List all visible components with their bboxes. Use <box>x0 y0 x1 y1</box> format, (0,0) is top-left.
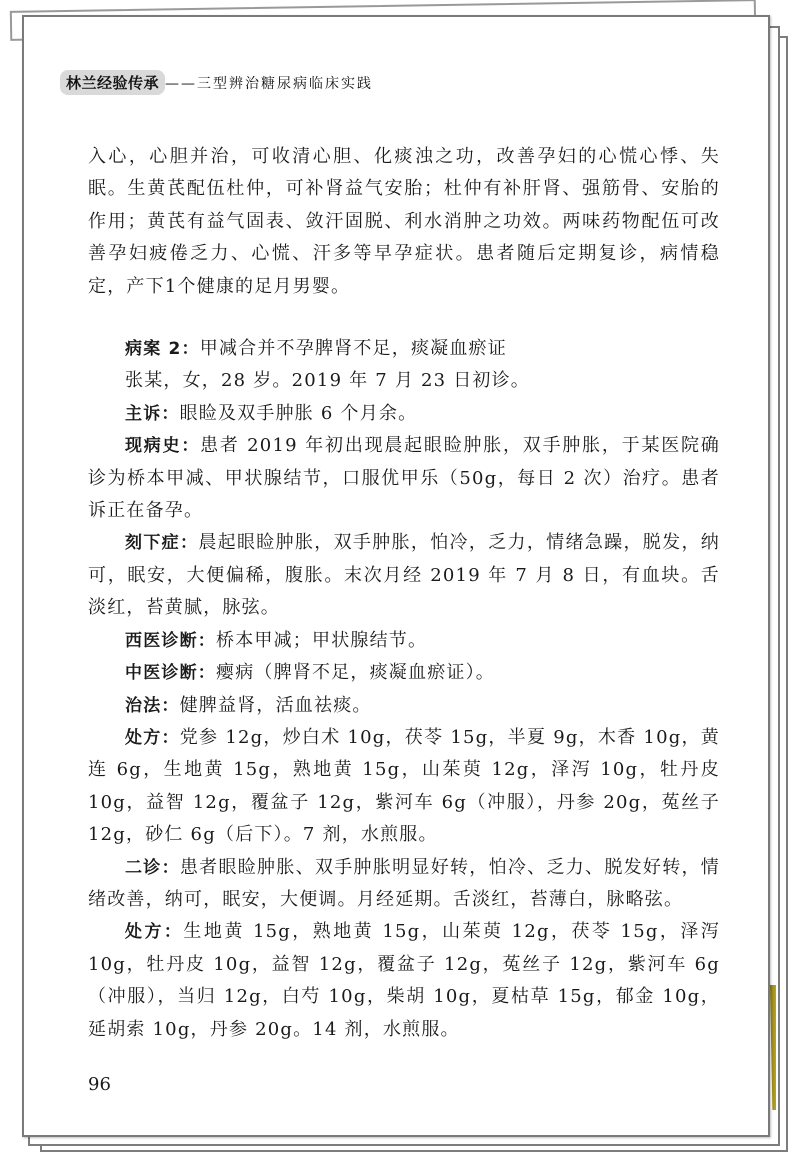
paragraph-text: 生地黄 15g，熟地黄 15g，山茱萸 12g，茯苓 15g，泽泻 10g，牡丹皮 10g，益智 12g，覆盆子 12g，菟丝子 12g，紫河车 6g（冲服），当归 12g，白芍 10g，柴胡 10g，夏枯草 15g，郁金 10g，延胡索 10g，丹参 20g。14 剂，水煎服。 <box>88 921 720 1040</box>
paragraph <box>88 365 720 397</box>
paragraph <box>88 722 720 852</box>
paragraph-label: 主诉： <box>125 403 180 424</box>
paragraph-label: 中医诊断： <box>125 663 216 684</box>
paragraph <box>88 398 720 430</box>
paragraph-text: 晨起眼睑肿胀，双手肿胀，怕冷，乏力，情绪急躁，脱发，纳可，眠安，大便偏稀，腹胀。末次月经 2019 年 7 月 8 日，有血块。舌淡红，苔黄腻，脉弦。 <box>88 532 720 619</box>
paragraph-label: 处方： <box>125 727 180 748</box>
paragraph-label: 刻下症： <box>125 533 199 554</box>
book-subtitle: ——三型辨治糖尿病临床实践 <box>165 75 374 92</box>
paragraph-text: 党参 12g，炒白术 10g，茯苓 15g，半夏 9g，木香 10g，黄连 6g，生地黄 15g，熟地黄 15g，山茱萸 12g，泽泻 10g，牡丹皮 10g，益智 12g，覆盆子 12g，紫河车 6g（冲服），丹参 20g，菟丝子 12g，砂仁 6g（后下）。7 剂，水煎服。 <box>88 726 720 846</box>
paragraph-label: 西医诊断： <box>125 630 216 651</box>
paragraph <box>88 141 720 303</box>
paragraph-text: 入心，心胆并治，可收清心胆、化痰浊之功，改善孕妇的心慌心悸、失眠。生黄芪配伍杜仲，可补肾益气安胎；杜仲有补肝肾、强筋骨、安胎的作用；黄芪有益气固表、敛汗固脱、利水消肿之功效。两味药物配伍可改善孕妇疲倦乏力、心慌、汗多等早孕症状。患者随后定期复诊，病情稳定，产下1个健康的足月男婴。 <box>88 146 720 297</box>
paragraph-text: 患者眼睑肿胀、双手肿胀明显好转，怕冷、乏力、脱发好转，情绪改善，纳可，眠安，大便调。月经延期。舌淡红，苔薄白，脉略弦。 <box>88 856 720 910</box>
paragraph-text: 眼睑及双手肿胀 6 个月余。 <box>179 402 418 424</box>
case-title <box>88 333 720 365</box>
paragraph <box>88 625 720 657</box>
paragraph-text: 桥本甲减；甲状腺结节。 <box>216 629 428 651</box>
paragraph <box>88 852 720 917</box>
paragraph-label: 二诊： <box>125 857 180 878</box>
paragraph-label: 病案 2： <box>125 339 200 360</box>
page-number: 96 <box>88 1074 111 1095</box>
paragraph-text: 健脾益肾，活血祛痰。 <box>179 694 372 716</box>
paragraph-label: 治法： <box>125 695 180 716</box>
paragraph-text: 瘿病（脾肾不足，痰凝血瘀证）。 <box>216 662 495 684</box>
book-title-badge: 林兰经验传承 <box>60 70 165 95</box>
paragraph-text: 甲减合并不孕脾肾不足，痰凝血瘀证 <box>199 338 507 360</box>
page-body <box>88 141 720 1046</box>
running-header <box>60 70 373 95</box>
paragraph-text: 张某，女，28 岁。2019 年 7 月 23 日初诊。 <box>125 370 530 392</box>
paragraph <box>88 527 720 624</box>
paragraph <box>88 430 720 527</box>
paragraph <box>88 690 720 722</box>
paragraph-label: 现病史： <box>125 436 201 457</box>
paragraph-label: 处方： <box>125 922 184 943</box>
paragraph-text: 患者 2019 年初出现晨起眼睑肿胀，双手肿胀，于某医院确诊为桥本甲减、甲状腺结节，口服优甲乐（50g，每日 2 次）治疗。患者诉正在备孕。 <box>88 435 720 522</box>
paragraph <box>88 657 720 689</box>
paragraph <box>88 916 720 1046</box>
